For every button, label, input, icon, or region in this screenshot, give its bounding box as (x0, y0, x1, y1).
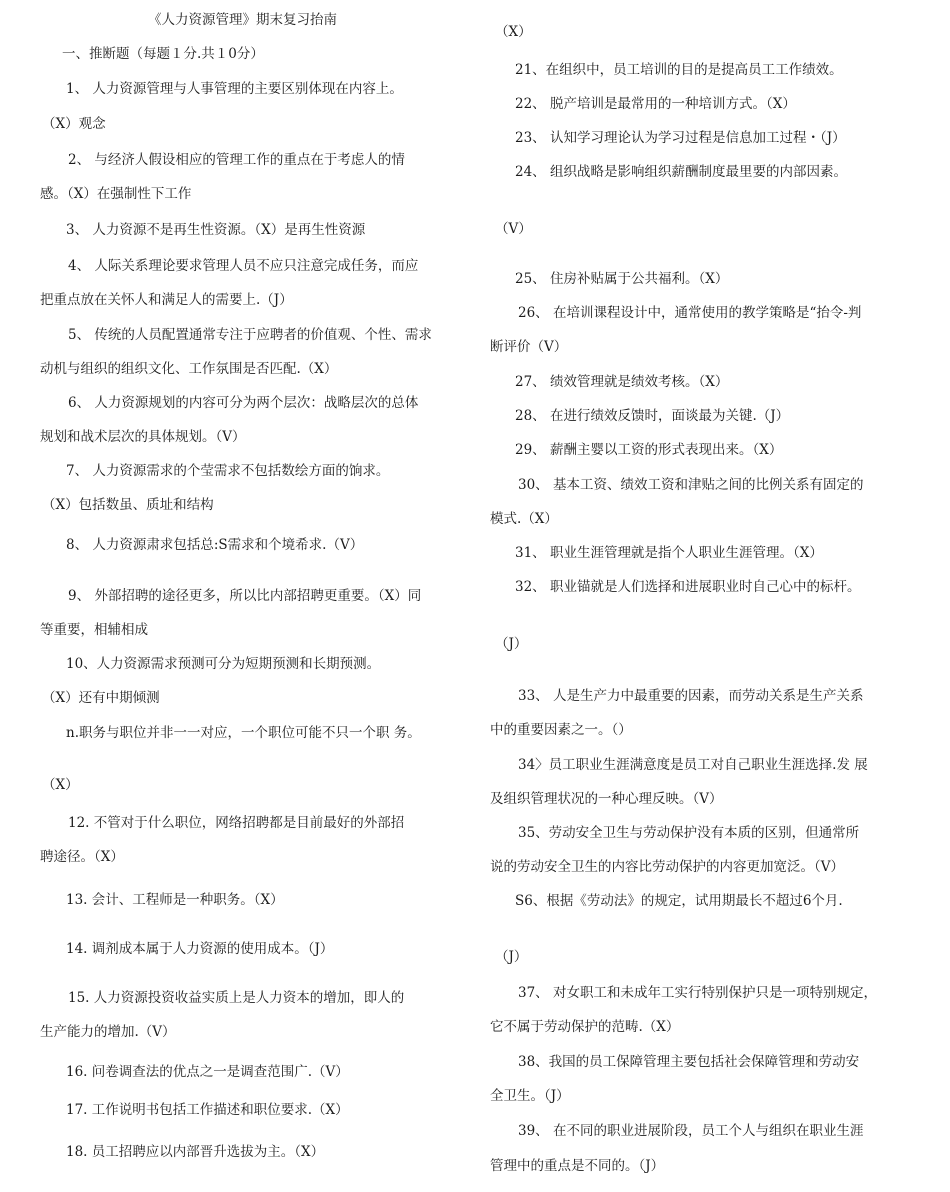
answer-line: 及组织管理状况的一种心理反映。（V） (490, 791, 723, 807)
answer-line: （X）包括数虽、质址和结构 (42, 497, 214, 513)
answer-line: （X）还有中期倾测 (42, 690, 160, 706)
question-line: 6、 人力资源规划的内容可分为两个层次：战略层次的总体 (68, 395, 419, 411)
answer-line: 断评价（V） (490, 339, 568, 355)
question-line: 18. 员工招聘应以内部晋升选拔为主。（X） (66, 1144, 325, 1160)
question-line: 17. 工作说明书包括工作描述和职位要求.（X） (66, 1102, 349, 1118)
answer-line: 感。（X）在强制性下工作 (40, 186, 192, 202)
question-line: 3、 人力资源不是再生性资源。（X）是再生性资源 (66, 222, 366, 238)
question-line: 26、 在培训课程设计中，通常使用的教学策略是“抬令-判 (518, 305, 862, 321)
answer-line: 生产能力的增加.（V） (40, 1024, 176, 1040)
answer-line: （V） (495, 221, 532, 237)
question-line: 15. 人力资源投资收益实质上是人力资本的增加，即人的 (68, 990, 405, 1006)
answer-line: 说的劳动安全卫生的内容比劳动保护的内容更加宽泛。（V） (490, 859, 844, 875)
question-line: n.职务与职位并非一一对应，一个职位可能不只一个职 务。 (66, 725, 421, 741)
question-line: 24、 组织战略是影响组织薪酬制度最里要的内部因素。 (515, 164, 847, 180)
question-line: 39、 在不同的职业进展阶段，员工个人与组织在职业生涯 (518, 1123, 864, 1139)
question-line: S6、根据《劳动法》的规定，试用期最长不超过6个月. (515, 893, 843, 909)
question-line: 13. 会计、工程师是一种职务。（X） (66, 892, 284, 908)
question-line: 28、 在进行绩效反馈时，面谈最为关键.（J） (515, 408, 790, 424)
question-line: 34〉员工职业生涯满意度是员工对自己职业生涯选择.发 展 (518, 757, 868, 773)
answer-line: 管理中的重点是不同的。（J） (490, 1158, 665, 1174)
question-line: 4、 人际关系理论要求管理人员不应只注意完成任务，而应 (68, 258, 419, 274)
question-line: 31、 职业生涯管理就是指个人职业生涯管理。（X） (515, 545, 823, 561)
answer-line: （J） (495, 636, 528, 652)
answer-line: 全卫生。（J） (490, 1088, 570, 1104)
answer-line: （X） (42, 777, 79, 793)
question-line: 2、 与经济人假设相应的管理工作的重点在于考虑人的情 (68, 152, 405, 168)
question-line: 25、 住房补贴属于公共福利。（X） (515, 271, 729, 287)
question-line: 38、我国的员工保障管理主要包括社会保障管理和劳动安 (518, 1054, 860, 1070)
question-line: 21、在组织中，员工培训的目的是提高员工工作绩效。 (515, 62, 843, 78)
answer-line: 把重点放在关怀人和满足人的需要上.（J） (40, 292, 293, 308)
question-line: 10、人力资源需求预测可分为短期预测和长期预测。 (66, 656, 381, 672)
question-line: 5、 传统的人员配置通常专注于应聘者的价值观、个性、需求 (68, 327, 432, 343)
question-line: 33、 人是生产力中最重要的因素，而劳动关系是生产关系 (518, 688, 864, 704)
answer-line: （X）观念 (42, 116, 106, 132)
question-line: 8、 人力资源肃求包括总:S需求和个境希求.（V） (66, 537, 364, 553)
document-title: 《人力资源管理》期末复习抬南 (148, 12, 337, 28)
answer-line: 它不属于劳动保护的范畴.（X） (490, 1019, 680, 1035)
answer-line: 等重要，相辅相成 (40, 622, 148, 638)
question-line: 27、 绩效管理就是绩效考核。（X） (515, 374, 729, 390)
answer-line: 中的重要因素之一。（） (490, 722, 632, 738)
question-line: 12. 不管对于什么职位，网络招聘都是目前最好的外部招 (68, 815, 405, 831)
question-line: 22、 脱产培训是最常用的一种培训方式。（X） (515, 96, 796, 112)
section-heading: 一、推断题（每题１分.共１0分） (62, 46, 264, 62)
question-line: 35、劳动安全卫生与劳动保护没有本质的区别，但通常所 (518, 825, 860, 841)
question-line: 30、 基本工资、绩效工资和津贴之间的比例关系有固定的 (518, 477, 864, 493)
answer-line: 规划和战术层次的具体规划。（V） (40, 429, 246, 445)
question-line: 23、 认知学习理论认为学习过程是信息加工过程・（J） (515, 130, 846, 146)
question-line: 14. 调剂成本属于人力资源的使用成本。（J） (66, 941, 334, 957)
question-line: 9、 外部招聘的途径更多，所以比内部招聘更重要。（X）同 (68, 588, 422, 604)
question-line: 37、 对女职工和未成年工实行特别保护只是一项特别规定， (518, 985, 877, 1001)
question-line: 1、 人力资源管理与人事管理的主要区别体现在内容上。 (66, 81, 403, 97)
question-line: 7、 人力资源需求的个莹需求不包括数绘方面的饷求。 (66, 463, 390, 479)
question-line: 32、 职业锚就是人们选择和进展职业时自己心中的标杆。 (515, 579, 861, 595)
answer-line: 动机与组织的组织文化、工作氛围是否匹配.（X） (40, 361, 338, 377)
answer-line: 聘途径。（X） (40, 849, 124, 865)
question-line: 16. 问卷调查法的优点之一是调查范围广.（V） (66, 1064, 349, 1080)
answer-line: （X） (495, 24, 532, 40)
right-column (490, 0, 915, 1192)
answer-line: （J） (495, 949, 528, 965)
question-line: 29、 薪酬主婴以工资的形式表现出来。（X） (515, 442, 783, 458)
left-column (40, 0, 470, 1192)
answer-line: 模式.（X） (490, 511, 558, 527)
